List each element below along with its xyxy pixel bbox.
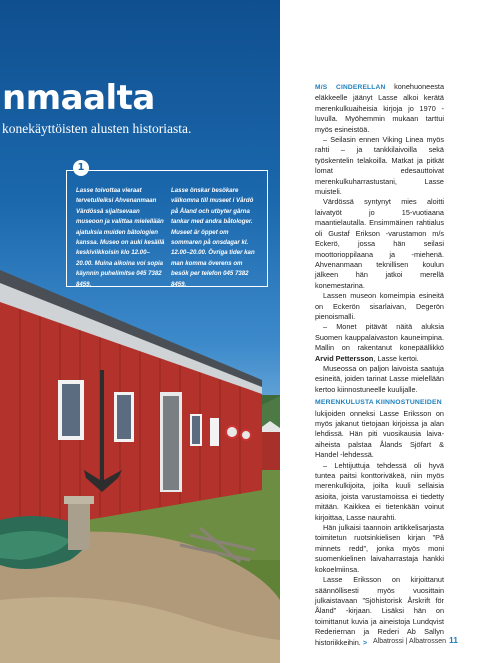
paragraph-5-end: , Lasse kertoi. <box>373 353 419 363</box>
article-paragraph-7: lukijoiden onneksi Lasse Eriksson on myös jakanut tietojaan kirjoissa ja alan lehdissä. Hän piti vuosikausia laiva-aiheista palstaa Ålands Sjöfart & Handel -lehdessä. <box>315 408 444 460</box>
article-paragraph-4: Lassen museon komeimpia esineitä on Eckerön sisarlaivan, Degerön pienoismalli. <box>315 291 444 321</box>
paragraph-10-text: Lasse Eriksson on kirjoittanut säännöllisesti myös vuosittain julkaistavaan ”Sjöhistorisk Årskrift för Åland” -kirjaan. Lisäksi hän on toimittanut kuvia ja aineistoja Lundqvist Rederiernan ja Rederi Ab Sallyn historiikkeihin. <box>315 575 444 647</box>
article-paragraph-3: Värdössä syntynyt mies aloitti laivatyöt jo 15-vuotiaana maantielautalla. Ensimmäinen rahtialus oli Gustaf Erikson -varustamon m/s Eckerö, jossa hän seilasi moottorioppilaana ja -miehenä. Ahvenanmaan teknillisen koulun jälkeen hän jatkoi merellä konemestarina. <box>315 197 444 290</box>
article-headline: nmaalta <box>2 78 155 118</box>
fact-box-text-finnish: Lasse toivottaa vieraat tervetulleiksi Ahvenanmaan Värdössä sijaitsevaan museoon ja valittaa mielellään ajatuksia muiden bätologien kanssa. Museo on auki kesällä keskiviikkoisin klo 12.00–20.00. Muina aikoina voi sopia käynnin puhelimitse 045 7382 8459. <box>76 187 165 288</box>
article-paragraph-9: Hän julkaisi taannoin artikkelisarjasta toimitetun ruotsinkielisen kirjan ”På minnets redd”, jonka myös moni suomenkielinen laivaharrastaja hankki kokoelmiinsa. <box>315 523 444 574</box>
fact-box-number: 1 <box>73 160 89 176</box>
page-number: 11 <box>449 635 458 645</box>
article-paragraph-2: – Seilasin ennen Viking Linea myös rahti – ja tankkilaivoilla sekä työskentelin telakoilla. Matkat ja pitkät lomat edesauttoivat merenkulkuharrastustani, Lasse muisteli. <box>315 135 444 197</box>
paragraph-1-text: konehuoneesta eläkkeelle jäänyt Lasse alkoi kerätä merenkulkuaiheisia kirjoja jo 1970 -luvulla. Myöhemmin mukaan tarttui myös esineistöä. <box>315 82 444 134</box>
continue-arrow-icon: > <box>362 637 368 647</box>
fact-box-text-swedish: Lasse önskar besökare välkomna till museet i Vårdö på Åland och utbyter gärna tankar med andra båtologer. Museet är öppet om sommaren på onsdagar kl. 12.00–20.00. Övriga tider kan man komma överens om besök per telefon 045 7382 8459. <box>171 187 255 288</box>
article-subheading: konekäyttöisten alusten historiasta. <box>2 121 192 136</box>
lead-in-caps: M/S CINDERELLAN <box>315 84 386 91</box>
page-footer <box>373 635 458 645</box>
article-paragraph-6: Museossa on paljon laivoista saatuja esineitä, joiden tarinat Lasse mielellään kertoo kiinnostuneelle kuulijalle. <box>315 363 444 394</box>
article-paragraph-1 <box>315 82 444 135</box>
section-heading: MERENKULUSTA KIINNOSTUNEIDEN <box>315 399 442 407</box>
publication-name: Albatrossi | Albatrossen <box>372 638 446 645</box>
article-paragraph-5 <box>315 322 444 364</box>
person-name-bold: Arvid Pettersson <box>315 353 374 363</box>
paragraph-5-text: – Monet pitävät näitä aluksia Suomen kauppalaivaston kauneimpina. Mallin on rakentanut konepäällikkö <box>315 322 444 353</box>
article-paragraph-8: – Lehtijuttuja tehdessä oli hyvä tuntea paitsi konttoriväkeä, niin myös merenkulkijoita, joilta kuuli sellaisia asioita, joista varustamoissa ei tiedetty mitään. Kaikkea ei tietenkään voinut kirjoittaa, Lasse naurahti. <box>315 460 444 522</box>
article-column <box>315 82 444 648</box>
